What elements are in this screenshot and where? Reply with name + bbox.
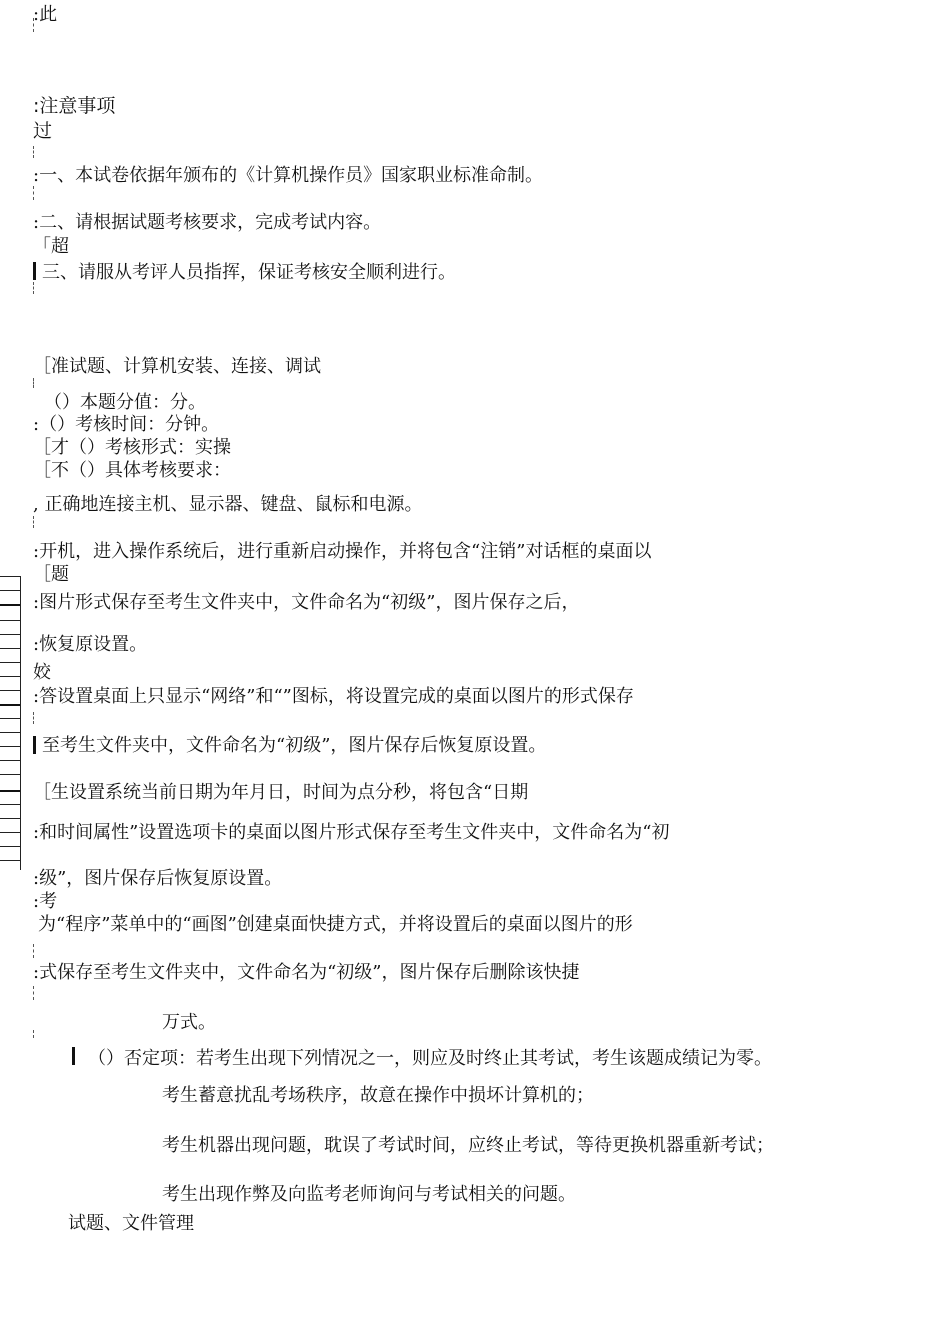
requirement-line: :答设置桌面上只显示“网络”和“”图标，将设置完成的桌面以图片的形式保存 [33,686,634,707]
binding-margin-ladder [0,576,21,870]
requirement-line: 至考生文件夹中，文件命名为“初级”，图片保存后恢复原设置。 [42,735,547,756]
binding-dash [33,378,34,388]
section-2-heading: 试题、文件管理 [68,1213,194,1234]
section-1-score: （）本题分值：分。 [44,392,206,413]
note-2: :二、请根据试题考核要求，完成考试内容。 [33,212,382,233]
binding-dash [33,1030,34,1038]
notice-title-sub: 过 [33,120,53,142]
requirement-line: :开机，进入操作系统后，进行重新启动操作，并将包含“注销”对话框的桌面以 [33,541,652,562]
binding-dash [33,282,34,294]
binding-dash [33,146,34,158]
veto-item: 考生蓄意扰乱考场秩序，故意在操作中损坏计算机的； [162,1085,594,1106]
requirement-line: ［生设置系统当前日期为年月日，时间为点分秒，将包含“日期 [33,782,529,803]
veto-clause: （）否定项：若考生出现下列情况之一，则应及时终止其考试，考生该题成绩记为零。 [88,1048,772,1069]
requirement-line: :恢复原设置。 [33,634,148,655]
top-mark: :此 [33,4,58,25]
note-1: :一、本试卷依据年颁布的《计算机操作员》国家职业标准命制。 [33,165,544,186]
notice-title: :注意事项 [33,95,116,117]
binding-mark [33,262,36,280]
requirement-line: :考 [33,891,58,912]
requirement-line: :级”，图片保存后恢复原设置。 [33,868,283,889]
requirement-line: :图片形式保存至考生文件夹中，文件命名为“初级”，图片保存之后， [33,592,580,613]
veto-item: 考生出现作弊及向监考老师询问与考试相关的问题。 [162,1184,576,1205]
note-mark: 「超 [33,236,69,257]
binding-dash [33,944,34,958]
note-3: 三、请服从考评人员指挥，保证考核安全顺利进行。 [42,262,456,283]
requirement-line: 姣 [33,662,51,683]
section-1-time: :（）考核时间：分钟。 [33,414,220,435]
binding-mark [33,736,36,754]
binding-dash [33,986,34,1000]
section-1-heading: ［准试题、计算机安装、连接、调试 [33,356,321,377]
requirement-line: 万式。 [162,1012,216,1033]
binding-dash [33,516,34,528]
requirement-line: 为“程序”菜单中的“画图”创建桌面快捷方式，并将设置后的桌面以图片的形 [38,914,633,935]
section-1-requirements: ［不（）具体考核要求： [33,460,231,481]
veto-item: 考生机器出现问题，耽误了考试时间，应终止考试，等待更换机器重新考试； [162,1135,774,1156]
requirement-line: :和时间属性”设置选项卡的桌面以图片形式保存至考生文件夹中，文件命名为“初 [33,822,670,843]
binding-dash [33,186,34,200]
requirement-line: :式保存至考生文件夹中，文件命名为“初级”，图片保存后删除该快捷 [33,962,580,983]
binding-mark [72,1047,75,1065]
requirement-line: ［题 [33,564,69,585]
requirement-line: , 正确地连接主机、显示器、键盘、鼠标和电源。 [33,494,423,515]
section-1-form: ［才（）考核形式：实操 [33,437,231,458]
binding-dash [33,712,34,724]
